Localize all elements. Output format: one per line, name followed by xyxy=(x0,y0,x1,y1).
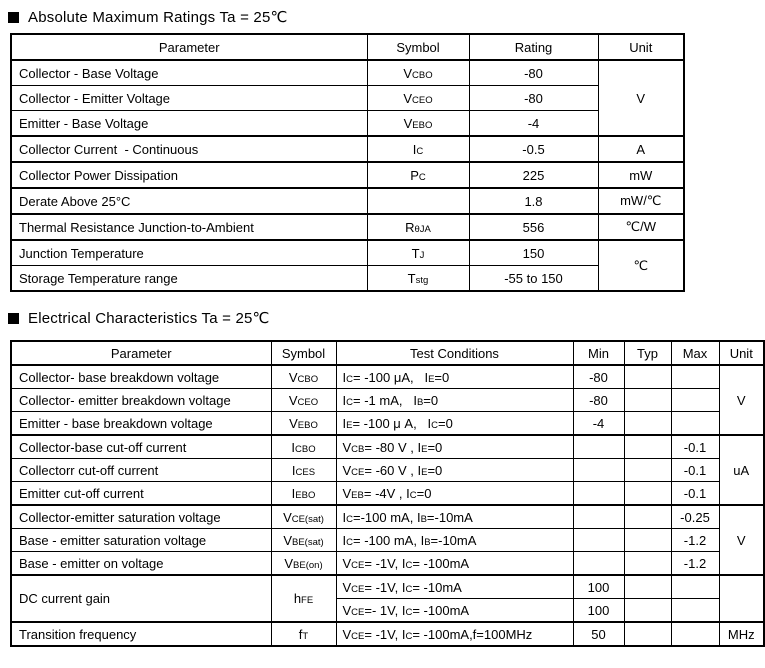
parameter-cell: Storage Temperature range xyxy=(11,266,367,292)
col-header-parameter: Parameter xyxy=(11,341,271,365)
parameter-cell: Collector-emitter saturation voltage xyxy=(11,505,271,529)
col-header-test-conditions: Test Conditions xyxy=(336,341,573,365)
max-cell: -0.1 xyxy=(671,459,719,482)
table-row xyxy=(11,552,764,576)
unit-cell: mW xyxy=(598,162,684,188)
table-row xyxy=(11,240,684,266)
parameter-cell: Collector Power Dissipation xyxy=(11,162,367,188)
table-row xyxy=(11,266,684,292)
symbol-cell: VEBO xyxy=(271,412,336,436)
symbol-cell xyxy=(367,188,469,214)
table-header-row xyxy=(11,341,764,365)
test-conditions-cell: IC= -1 mA, IB=0 xyxy=(336,389,573,412)
parameter-cell: Collector - Base Voltage xyxy=(11,60,367,86)
typ-cell xyxy=(624,482,671,506)
min-cell xyxy=(573,459,624,482)
parameter-cell: Base - emitter on voltage xyxy=(11,552,271,576)
test-conditions-cell: VCE= -1V, IC= -100mA,f=100MHz xyxy=(336,622,573,646)
min-cell xyxy=(573,552,624,576)
table-row xyxy=(11,162,684,188)
parameter-cell: Emitter - Base Voltage xyxy=(11,111,367,137)
min-cell xyxy=(573,435,624,459)
max-cell: -0.25 xyxy=(671,505,719,529)
section-title-absolute-maximum-ratings xyxy=(8,0,765,26)
symbol-cell: hFE xyxy=(271,575,336,622)
typ-cell xyxy=(624,529,671,552)
typ-cell xyxy=(624,365,671,389)
typ-cell xyxy=(624,412,671,436)
table-row xyxy=(11,389,764,412)
section-title-text: Electrical Characteristics Ta = 25℃ xyxy=(28,310,270,327)
max-cell: -0.1 xyxy=(671,435,719,459)
test-conditions-cell: IC=-100 mA, IB=-10mA xyxy=(336,505,573,529)
col-header-unit: Unit xyxy=(598,34,684,60)
table-row xyxy=(11,482,764,506)
test-conditions-cell: IC= -100 mA, IB=-10mA xyxy=(336,529,573,552)
table-header-row xyxy=(11,34,684,60)
max-cell xyxy=(671,412,719,436)
test-conditions-cell: IE= -100 μ A, IC=0 xyxy=(336,412,573,436)
col-header-symbol: Symbol xyxy=(367,34,469,60)
parameter-cell: Collector Current - Continuous xyxy=(11,136,367,162)
min-cell xyxy=(573,482,624,506)
typ-cell xyxy=(624,552,671,576)
symbol-cell: VBE(on) xyxy=(271,552,336,576)
rating-cell: 556 xyxy=(469,214,598,240)
rating-cell: 225 xyxy=(469,162,598,188)
unit-cell: mW/℃ xyxy=(598,188,684,214)
symbol-cell: VCE(sat) xyxy=(271,505,336,529)
parameter-cell: Thermal Resistance Junction-to-Ambient xyxy=(11,214,367,240)
symbol-cell: VCEO xyxy=(271,389,336,412)
symbol-cell: VBE(sat) xyxy=(271,529,336,552)
symbol-cell: ICBO xyxy=(271,435,336,459)
black-square-icon xyxy=(8,12,19,23)
col-header-min: Min xyxy=(573,341,624,365)
parameter-cell: Collector-base cut-off current xyxy=(11,435,271,459)
max-cell: -0.1 xyxy=(671,482,719,506)
col-header-rating: Rating xyxy=(469,34,598,60)
max-cell: -1.2 xyxy=(671,529,719,552)
table-row xyxy=(11,136,684,162)
test-conditions-cell: VCB= -80 V , IE=0 xyxy=(336,435,573,459)
min-cell: -80 xyxy=(573,365,624,389)
section-title-text: Absolute Maximum Ratings Ta = 25℃ xyxy=(28,9,288,26)
symbol-cell: VEBO xyxy=(367,111,469,137)
parameter-cell: Collectorr cut-off current xyxy=(11,459,271,482)
black-square-icon xyxy=(8,313,19,324)
symbol-cell: Tstg xyxy=(367,266,469,292)
min-cell: -80 xyxy=(573,389,624,412)
typ-cell xyxy=(624,389,671,412)
table-row xyxy=(11,505,764,529)
parameter-cell: Emitter cut-off current xyxy=(11,482,271,506)
max-cell: -1.2 xyxy=(671,552,719,576)
table-row xyxy=(11,214,684,240)
symbol-cell: VCBO xyxy=(367,60,469,86)
unit-cell: A xyxy=(598,136,684,162)
test-conditions-cell: VCE= -60 V , IE=0 xyxy=(336,459,573,482)
table-row xyxy=(11,575,764,599)
table-row xyxy=(11,529,764,552)
rating-cell: -55 to 150 xyxy=(469,266,598,292)
electrical-characteristics-table xyxy=(10,340,765,647)
rating-cell: -4 xyxy=(469,111,598,137)
rating-cell: -80 xyxy=(469,60,598,86)
parameter-cell: Transition frequency xyxy=(11,622,271,646)
symbol-cell: fT xyxy=(271,622,336,646)
min-cell: 100 xyxy=(573,575,624,599)
col-header-symbol: Symbol xyxy=(271,341,336,365)
symbol-cell: VCBO xyxy=(271,365,336,389)
table-row xyxy=(11,622,764,646)
typ-cell xyxy=(624,622,671,646)
rating-cell: -0.5 xyxy=(469,136,598,162)
test-conditions-cell: VCE= -1V, IC= -10mA xyxy=(336,575,573,599)
parameter-cell: Base - emitter saturation voltage xyxy=(11,529,271,552)
typ-cell xyxy=(624,505,671,529)
min-cell: 100 xyxy=(573,599,624,623)
typ-cell xyxy=(624,599,671,623)
max-cell xyxy=(671,575,719,599)
min-cell xyxy=(573,529,624,552)
parameter-cell: DC current gain xyxy=(11,575,271,622)
symbol-cell: PC xyxy=(367,162,469,188)
min-cell xyxy=(573,505,624,529)
table-row xyxy=(11,459,764,482)
table-row xyxy=(11,188,684,214)
parameter-cell: Collector - Emitter Voltage xyxy=(11,86,367,111)
typ-cell xyxy=(624,435,671,459)
rating-cell: 1.8 xyxy=(469,188,598,214)
max-cell xyxy=(671,599,719,623)
unit-cell: V xyxy=(719,505,764,575)
table-row xyxy=(11,412,764,436)
col-header-max: Max xyxy=(671,341,719,365)
unit-cell xyxy=(719,575,764,622)
parameter-cell: Collector- emitter breakdown voltage xyxy=(11,389,271,412)
col-header-parameter: Parameter xyxy=(11,34,367,60)
symbol-cell: RθJA xyxy=(367,214,469,240)
symbol-cell: TJ xyxy=(367,240,469,266)
symbol-cell: IC xyxy=(367,136,469,162)
unit-cell: V xyxy=(719,365,764,435)
test-conditions-cell: VCE=- 1V, IC= -100mA xyxy=(336,599,573,623)
parameter-cell: Derate Above 25°C xyxy=(11,188,367,214)
max-cell xyxy=(671,389,719,412)
min-cell: 50 xyxy=(573,622,624,646)
max-cell xyxy=(671,622,719,646)
symbol-cell: IEBO xyxy=(271,482,336,506)
unit-cell: MHz xyxy=(719,622,764,646)
rating-cell: 150 xyxy=(469,240,598,266)
rating-cell: -80 xyxy=(469,86,598,111)
typ-cell xyxy=(624,575,671,599)
unit-cell: uA xyxy=(719,435,764,505)
parameter-cell: Emitter - base breakdown voltage xyxy=(11,412,271,436)
table-row xyxy=(11,365,764,389)
table-row xyxy=(11,435,764,459)
table-row xyxy=(11,60,684,86)
col-header-typ: Typ xyxy=(624,341,671,365)
typ-cell xyxy=(624,459,671,482)
unit-cell: ℃ xyxy=(598,240,684,291)
max-cell xyxy=(671,365,719,389)
table-row xyxy=(11,111,684,137)
symbol-cell: ICES xyxy=(271,459,336,482)
col-header-unit: Unit xyxy=(719,341,764,365)
table-row xyxy=(11,86,684,111)
test-conditions-cell: VEB= -4V , IC=0 xyxy=(336,482,573,506)
section-title-electrical-characteristics xyxy=(8,309,765,327)
test-conditions-cell: IC= -100 μA, IE=0 xyxy=(336,365,573,389)
unit-cell: ℃/W xyxy=(598,214,684,240)
unit-cell: V xyxy=(598,60,684,136)
test-conditions-cell: VCE= -1V, IC= -100mA xyxy=(336,552,573,576)
min-cell: -4 xyxy=(573,412,624,436)
symbol-cell: VCEO xyxy=(367,86,469,111)
parameter-cell: Collector- base breakdown voltage xyxy=(11,365,271,389)
parameter-cell: Junction Temperature xyxy=(11,240,367,266)
absolute-maximum-ratings-table xyxy=(10,33,685,292)
